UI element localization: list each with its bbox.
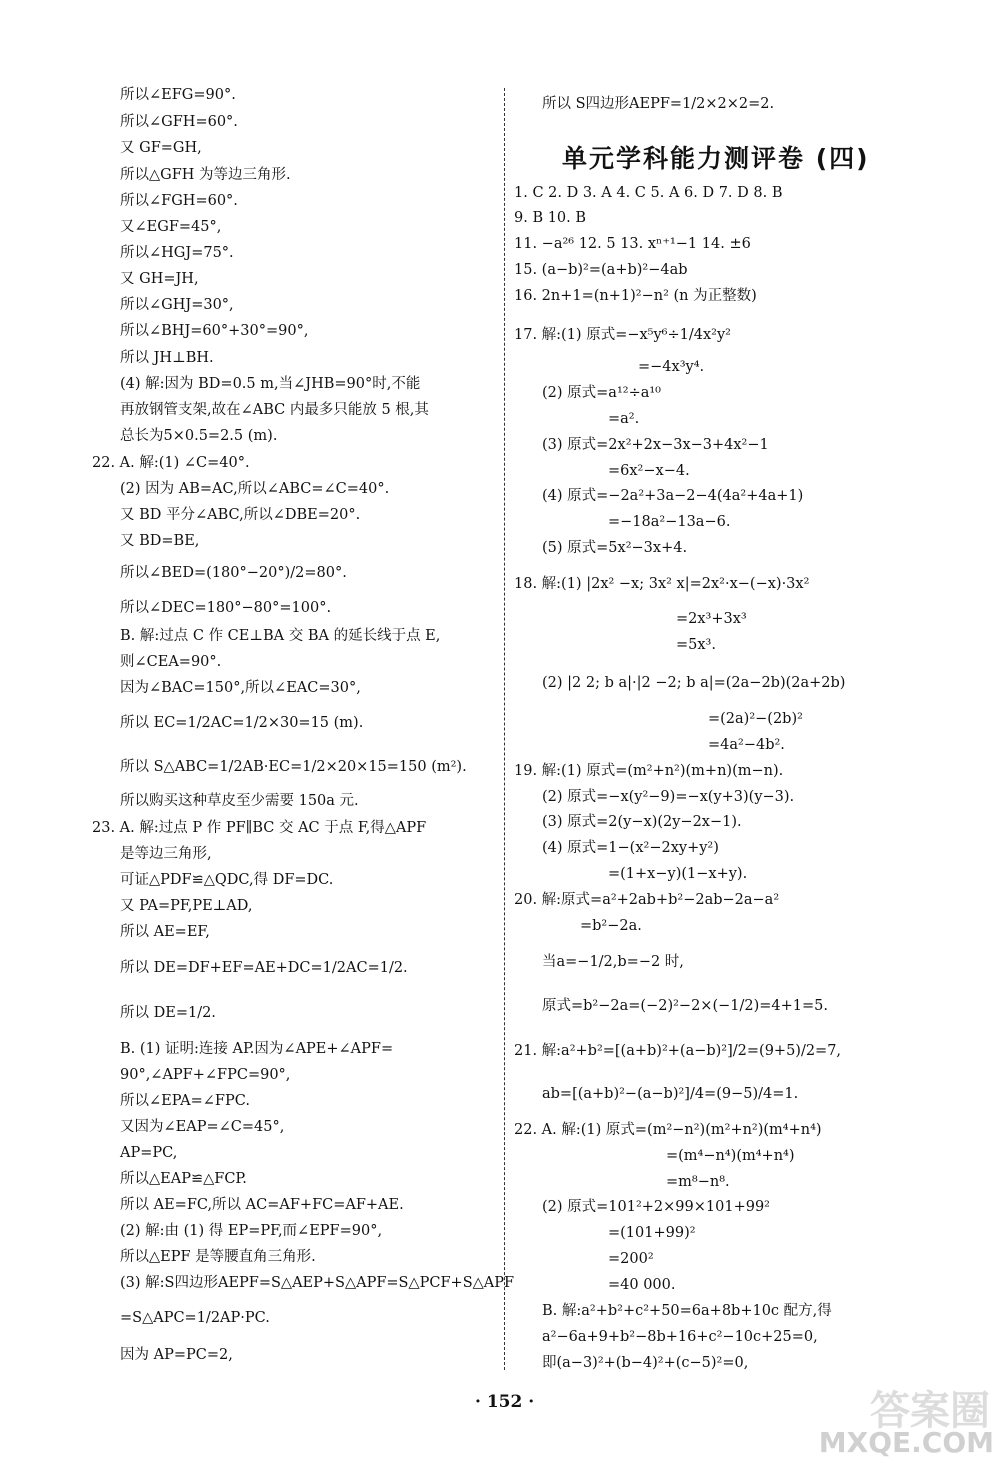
answer-line: =40 000. bbox=[608, 1277, 676, 1293]
text-line: 总长为5×0.5=2.5 (m). bbox=[120, 428, 278, 444]
text-line: (3) 解:S四边形AEPF=S△AEP+S△APF=S△PCF+S△APF bbox=[120, 1275, 515, 1291]
question-22a: 22. A. 解:(1) ∠C=40°. bbox=[92, 455, 250, 471]
answer-line: =−18a²−13a−6. bbox=[608, 514, 731, 530]
text-line: B. 解:过点 C 作 CE⊥BA 交 BA 的延长线于点 E, bbox=[120, 628, 441, 644]
answer-line: =b²−2a. bbox=[580, 918, 642, 934]
answer-line: =(m⁴−n⁴)(m⁴+n⁴) bbox=[666, 1148, 795, 1164]
answer-line: =4a²−4b². bbox=[708, 737, 785, 753]
watermark-url-text: MXQE.COM bbox=[818, 1426, 994, 1459]
text-line: B. (1) 证明:连接 AP.因为∠APE+∠APF= bbox=[120, 1041, 394, 1057]
text-line: 所以∠GHJ=30°, bbox=[120, 297, 234, 313]
answer-line: =(2a)²−(2b)² bbox=[708, 711, 803, 727]
answer-line: 19. 解:(1) 原式=(m²+n²)(m+n)(m−n). bbox=[514, 763, 784, 779]
text-line: 所以 EC=1/2AC=1/2×30=15 (m). bbox=[120, 715, 364, 731]
answer-line: 9. B 10. B bbox=[514, 210, 587, 226]
answer-line: 18. 解:(1) |2x² −x; 3x² x|=2x²·x−(−x)·3x² bbox=[514, 576, 810, 592]
answer-line: =2x³+3x³ bbox=[676, 611, 747, 627]
text-line: 所以∠HGJ=75°. bbox=[120, 245, 234, 261]
text-line: 所以∠EPA=∠FPC. bbox=[120, 1093, 250, 1109]
text-line: AP=PC, bbox=[120, 1145, 178, 1161]
text-line: 所以△EAP≌△FCP. bbox=[120, 1171, 247, 1187]
answer-line: 21. 解:a²+b²=[(a+b)²+(a−b)²]/2=(9+5)/2=7, bbox=[514, 1043, 842, 1059]
text-line: 所以∠EFG=90°. bbox=[120, 87, 236, 103]
answer-line: =5x³. bbox=[676, 637, 716, 653]
answer-line: =m⁸−n⁸. bbox=[666, 1174, 730, 1190]
text-line: 因为 AP=PC=2, bbox=[120, 1347, 233, 1363]
answer-line: (2) |2 2; b a|·|2 −2; b a|=(2a−2b)(2a+2b) bbox=[542, 675, 846, 691]
text-line: 可证△PDF≌△QDC,得 DF=DC. bbox=[120, 872, 334, 888]
answer-line: (5) 原式=5x²−3x+4. bbox=[542, 540, 688, 556]
text-line: 再放钢管支架,故在∠ABC 内最多只能放 5 根,其 bbox=[120, 402, 429, 418]
answer-line: 1. C 2. D 3. A 4. C 5. A 6. D 7. D 8. B bbox=[514, 185, 783, 201]
answer-line: =−4x³y⁴. bbox=[638, 359, 705, 375]
text-line: 所以 AE=FC,所以 AC=AF+FC=AF+AE. bbox=[120, 1197, 404, 1213]
text-line: =S△APC=1/2AP·PC. bbox=[120, 1310, 270, 1326]
answer-line: 22. A. 解:(1) 原式=(m²−n²)(m²+n²)(m⁴+n⁴) bbox=[514, 1122, 822, 1138]
text-line: (2) 因为 AB=AC,所以∠ABC=∠C=40°. bbox=[120, 481, 390, 497]
answer-line: 11. −a²⁶ 12. 5 13. xⁿ⁺¹−1 14. ±6 bbox=[514, 236, 751, 252]
text-line: 又因为∠EAP=∠C=45°, bbox=[120, 1119, 285, 1135]
answer-line: (3) 原式=2x²+2x−3x−3+4x²−1 bbox=[542, 437, 769, 453]
answer-line: =a². bbox=[608, 411, 640, 427]
text-line: 所以∠DEC=180°−80°=100°. bbox=[120, 600, 332, 616]
text-line: (2) 解:由 (1) 得 EP=PF,而∠EPF=90°, bbox=[120, 1223, 383, 1239]
answer-line: 17. 解:(1) 原式=−x⁵y⁶÷1/4x²y² bbox=[514, 327, 731, 343]
text-line: 所以△GFH 为等边三角形. bbox=[120, 167, 291, 183]
answer-line: 20. 解:原式=a²+2ab+b²−2ab−2a−a² bbox=[514, 892, 780, 908]
answer-line: ab=[(a+b)²−(a−b)²]/4=(9−5)/4=1. bbox=[542, 1086, 799, 1102]
text-line: 所以 S四边形AEPF=1/2×2×2=2. bbox=[542, 96, 775, 112]
text-line: 因为∠BAC=150°,所以∠EAC=30°, bbox=[120, 680, 361, 696]
answer-line: =6x²−x−4. bbox=[608, 463, 690, 479]
text-line: 所以∠GFH=60°. bbox=[120, 114, 238, 130]
text-line: 所以 JH⊥BH. bbox=[120, 350, 214, 366]
column-divider bbox=[504, 88, 505, 1370]
answer-line: 16. 2n+1=(n+1)²−n² (n 为正整数) bbox=[514, 288, 757, 304]
text-line: 又 GH=JH, bbox=[120, 271, 199, 287]
text-line: 又 BD 平分∠ABC,所以∠DBE=20°. bbox=[120, 507, 361, 523]
text-line: 是等边三角形, bbox=[120, 846, 212, 862]
text-line: 所以 DE=DF+EF=AE+DC=1/2AC=1/2. bbox=[120, 960, 408, 976]
question-23a: 23. A. 解:过点 P 作 PF∥BC 交 AC 于点 F,得△APF bbox=[92, 820, 427, 836]
section-title: 单元学科能力测评卷 (四) bbox=[562, 144, 870, 173]
text-line: 则∠CEA=90°. bbox=[120, 654, 222, 670]
answer-line: (4) 原式=−2a²+3a−2−4(4a²+4a+1) bbox=[542, 488, 804, 504]
text-line: 90°,∠APF+∠FPC=90°, bbox=[120, 1067, 291, 1083]
answer-line: (2) 原式=a¹²÷a¹⁰ bbox=[542, 385, 661, 401]
text-line: 又∠EGF=45°, bbox=[120, 219, 222, 235]
page-number: · 152 · bbox=[475, 1392, 535, 1412]
text-line: 又 PA=PF,PE⊥AD, bbox=[120, 898, 253, 914]
answer-line: 即(a−3)²+(b−4)²+(c−5)²=0, bbox=[542, 1355, 749, 1371]
answer-line: =(1+x−y)(1−x+y). bbox=[608, 866, 748, 882]
answer-line: a²−6a+9+b²−8b+16+c²−10c+25=0, bbox=[542, 1329, 818, 1345]
text-line: 所以购买这种草皮至少需要 150a 元. bbox=[120, 793, 359, 809]
answer-line: 当a=−1/2,b=−2 时, bbox=[542, 954, 684, 970]
text-line: (4) 解:因为 BD=0.5 m,当∠JHB=90°时,不能 bbox=[120, 376, 421, 392]
text-line: 所以∠BHJ=60°+30°=90°, bbox=[120, 323, 309, 339]
text-line: 所以 DE=1/2. bbox=[120, 1005, 216, 1021]
text-line: 所以∠FGH=60°. bbox=[120, 193, 238, 209]
answer-line: 15. (a−b)²=(a+b)²−4ab bbox=[514, 262, 688, 278]
answer-line: 原式=b²−2a=(−2)²−2×(−1/2)=4+1=5. bbox=[542, 998, 828, 1014]
text-line: 又 GF=GH, bbox=[120, 140, 202, 156]
answer-line: (2) 原式=−x(y²−9)=−x(y+3)(y−3). bbox=[542, 789, 795, 805]
answer-line: =(101+99)² bbox=[608, 1225, 696, 1241]
watermark-logo-text: 答案圈 bbox=[870, 1388, 990, 1434]
text-line: 所以∠BED=(180°−20°)/2=80°. bbox=[120, 565, 347, 581]
answer-line: (2) 原式=101²+2×99×101+99² bbox=[542, 1199, 770, 1215]
text-line: 所以△EPF 是等腰直角三角形. bbox=[120, 1249, 316, 1265]
answer-line: (4) 原式=1−(x²−2xy+y²) bbox=[542, 840, 719, 856]
answer-line: B. 解:a²+b²+c²+50=6a+8b+10c 配方,得 bbox=[542, 1303, 832, 1319]
text-line: 又 BD=BE, bbox=[120, 533, 200, 549]
answer-line: =200² bbox=[608, 1251, 654, 1267]
text-line: 所以 S△ABC=1/2AB·EC=1/2×20×15=150 (m²). bbox=[120, 759, 467, 775]
answer-line: (3) 原式=2(y−x)(2y−2x−1). bbox=[542, 814, 742, 830]
text-line: 所以 AE=EF, bbox=[120, 924, 210, 940]
watermark bbox=[800, 1379, 1000, 1459]
